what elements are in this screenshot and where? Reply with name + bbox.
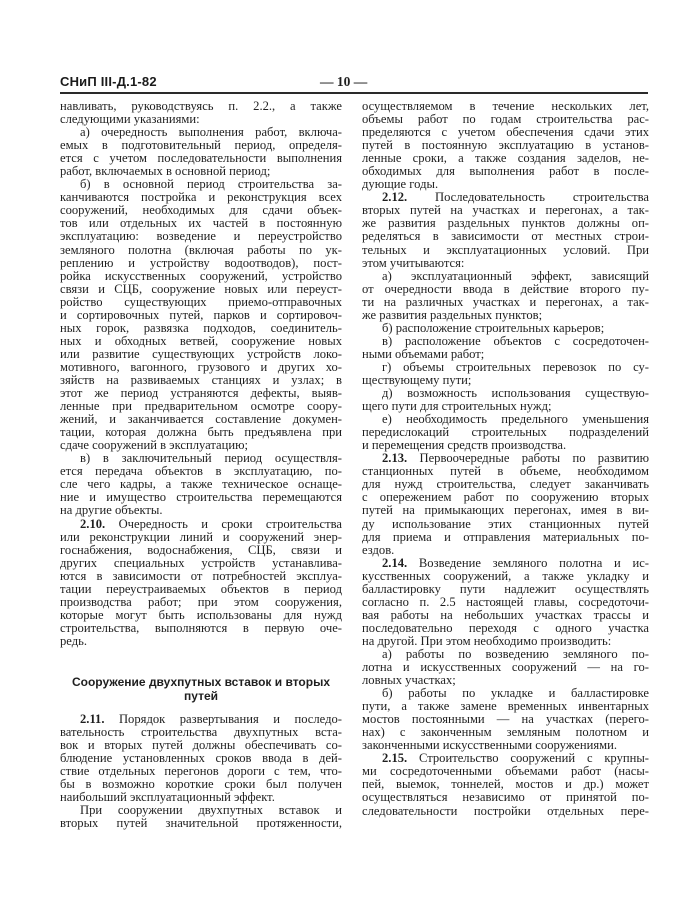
- text-line: канчиваются постройка и реконструкция всех: [60, 190, 342, 205]
- text-line: вая работы на небольших участках трассы и: [362, 607, 649, 622]
- section-heading: Сооружение двухпутных вставок и вторых: [71, 674, 331, 689]
- text-line: ется передача объектов в эксплуатацию, по-: [60, 464, 342, 479]
- text-line: или развитие существующих устройств локо-: [60, 346, 342, 361]
- text-line: ройка искусственных сооружений, устройство: [60, 268, 342, 283]
- section-2-14-first-line: [362, 557, 649, 570]
- text-fragment: Первоочередные работы по развитию: [407, 451, 649, 466]
- text-line: ду использование этих станционных путей: [362, 516, 649, 531]
- text-line: госнабжения, водоснабжения, СЦБ, связи и: [60, 542, 342, 557]
- list-item-a: а) эксплуатационный эффект, зависящий: [382, 268, 649, 283]
- text-line: жений, и заканчивается составление докумен-: [60, 412, 342, 427]
- text-line: производства работ; при этом сооружения,: [60, 594, 342, 609]
- document-code: СНиП III-Д.1-82: [60, 74, 157, 89]
- text-line: для приема и отправления материальных по-: [362, 529, 649, 544]
- text-line: работ, включаемых в основной период;: [60, 164, 271, 179]
- text-line: ловных участках;: [362, 673, 456, 688]
- text-line: сле чего кадры, а также техническое оснаще-: [60, 477, 342, 492]
- section-heading: путей: [184, 688, 218, 703]
- text-line: ленные сроки, а также создания заделов, не-: [362, 151, 649, 166]
- text-line: сдаче сооружений в эксплуатацию;: [60, 438, 249, 453]
- text-line: тации переустраиваемых объектов в период: [60, 581, 342, 596]
- text-line: ными объемами работ;: [362, 346, 485, 361]
- text-line: ных и обходных ветвей, сооружение новых: [60, 333, 342, 348]
- page-header: [60, 74, 648, 94]
- text-line: ленные при предварительном осмотре соору-: [60, 399, 342, 414]
- text-line: строительства, выполняются в первую оче-: [60, 620, 342, 635]
- text-line: других специальных устройств устанавлива-: [60, 555, 342, 570]
- text-line: емых в подготовительный период, определя-: [60, 138, 342, 153]
- text-fragment: Очередность и сроки строительства: [105, 516, 342, 531]
- header-rule: [60, 92, 648, 94]
- left-column: [60, 100, 342, 830]
- text-line: объемы работ по годам строительства рас-: [362, 112, 649, 127]
- text-line: связи и СЦБ, сооружение новых или переуст-: [60, 281, 342, 296]
- text-line: же развития раздельных пунктов должны оп-: [362, 216, 649, 231]
- text-fragment: Строительство сооружений с крупны-: [407, 751, 649, 766]
- section-number: 2.11.: [80, 711, 105, 726]
- text-line: же развития раздельных пунктов;: [362, 307, 543, 322]
- text-line: дующие годы.: [362, 177, 439, 192]
- section-2-10-first-line: [60, 518, 342, 531]
- text-line: редь.: [60, 633, 88, 648]
- text-line: следующими указаниями:: [60, 112, 200, 127]
- text-line: путей в постоянную эксплуатацию в установ-: [362, 138, 649, 153]
- right-column: [362, 100, 649, 818]
- text-line: При сооружении двухпутных вставок и: [80, 803, 342, 818]
- text-line: зяйств на развиваемых станциях и узлах; в: [60, 372, 342, 387]
- text-line: ется с учетом последовательности выполнения: [60, 151, 342, 166]
- section-number: 2.14.: [382, 555, 408, 570]
- list-item-g: г) объемы строительных перевозок по су-: [382, 359, 649, 374]
- text-line: вторых путей значительной протяженности,: [60, 816, 342, 831]
- text-line: ных горок, развязка подходов, соединитель-: [60, 320, 342, 335]
- text-line: от очередности ввода в действие второго пу-: [362, 281, 649, 296]
- text-line: наибольший эксплуатационный эффект.: [60, 790, 275, 805]
- list-item-d: д) возможность использования существую-: [382, 386, 649, 401]
- text-line: на другой. При этом необходимо производить:: [362, 633, 612, 648]
- text-line: мотивного, вагонного, грузового и других хо-: [60, 359, 342, 374]
- text-line: законченными искусственными сооружениями.: [362, 738, 618, 753]
- text-line: мостов постоянными — на участках (перего-: [362, 712, 649, 727]
- text-fragment: Возведение земляного полотна и ис-: [407, 555, 649, 570]
- text-line: земляного полотна (включая работы по ук-: [60, 242, 342, 257]
- text-line: обходимых для выполнения работ в после-: [362, 164, 649, 179]
- list-item-v: в) в заключительный период осуществля-: [80, 451, 342, 466]
- page-number: — 10 —: [320, 74, 368, 89]
- text-line: ределяться в зависимости от местных строи-: [362, 229, 649, 244]
- text-line: блюдение установленных сроков ввода в дей-: [60, 751, 342, 766]
- text-line: которые могут быть использованы для нужд: [60, 607, 342, 622]
- text-line: передислокаций строительных подразделений: [362, 425, 649, 440]
- section-number: 2.15.: [382, 751, 408, 766]
- text-line: ствие отдельных перегонов дороги с тем, что-: [60, 764, 342, 779]
- text-line: этом учитываются:: [362, 255, 465, 270]
- list-item-v: в) расположение объектов с сосредоточен-: [382, 333, 649, 348]
- text-line: вок и вторых путей должны обеспечивать со-: [60, 738, 342, 753]
- text-line: щего пути для строительных нужд;: [362, 399, 552, 414]
- text-line: балластировку пути надлежит осуществлять: [362, 581, 649, 596]
- text-line: тов или отдельных их частей в постоянную: [60, 216, 342, 231]
- text-line: или реконструкции линий и сооружений энер-: [60, 529, 342, 544]
- text-fragment: Последовательность строительства: [407, 190, 649, 205]
- text-line: согласно п. 2.5 настоящей главы, сосредоточи-: [362, 594, 649, 609]
- list-item-a: а) работы по возведению земляного по-: [382, 646, 649, 661]
- list-item-b: б) в основной период строительства за-: [80, 177, 342, 192]
- text-line: осуществляемом в течение нескольких лет,: [362, 99, 649, 113]
- text-line: пей, выемок, тоннелей, мостов и др.) может: [362, 777, 649, 792]
- text-line: и перемещения средств производства.: [362, 438, 567, 453]
- text-line: нах) с законченным земляным полотном и: [362, 725, 649, 740]
- text-line: тельных и эксплуатационных условий. При: [362, 242, 649, 257]
- text-line: эксплуатацию: возведение и переустройство: [60, 229, 342, 244]
- text-line: вательность строительства двухпутных вста-: [60, 725, 342, 740]
- text-line: этот же период устраняются дефекты, выяв-: [60, 386, 342, 401]
- list-item-a: а) очередность выполнения работ, включа-: [80, 125, 342, 140]
- text-line: ние и имущество строительства перемещаются: [60, 490, 342, 505]
- text-line: тации, которая должна быть предъявлена при: [60, 425, 342, 440]
- text-line: навливать, руководствуясь п. 2.2., а также: [60, 99, 342, 113]
- section-number: 2.10.: [80, 516, 106, 531]
- text-line: пределяются с учетом обеспечения сдачи этих: [362, 125, 649, 140]
- text-line: последовательно переходя с одного участка: [362, 620, 649, 635]
- text-line: для нужд строительства, следует заканчивать: [362, 477, 649, 492]
- text-line: ми сосредоточенными объемами работ (насы-: [362, 764, 649, 779]
- text-line: пути, а также замене временных инвентарных: [362, 699, 649, 714]
- text-line: кусственных сооружений, а также укладку и: [362, 568, 649, 583]
- text-line: станционных путей в объеме, необходимом: [362, 464, 649, 479]
- text-line: и сортировочных путей, парков и сортировоч-: [60, 307, 342, 322]
- text-fragment: Порядок развертывания и последо-: [104, 711, 342, 726]
- list-item-e: е) необходимость предельного уменьшения: [382, 412, 649, 427]
- text-line: на другие объекты.: [60, 503, 163, 518]
- text-line: реплению и устройству водоотводов), пост-: [60, 255, 342, 270]
- text-line: следовательности постройки отдельных пере-: [362, 803, 649, 818]
- text-line: лотна и искусственных сооружений — на го-: [362, 660, 649, 675]
- section-number: 2.12.: [382, 190, 408, 205]
- text-line: ройство существующих приемо-отправочных: [60, 294, 342, 309]
- text-line: сооружений, необходимых для сдачи объек-: [60, 203, 342, 218]
- spacer: [60, 648, 342, 675]
- text-line: ти на различных участках и перегонах, а так-: [362, 294, 649, 309]
- text-line: ществующему пути;: [362, 372, 472, 387]
- text-line: бы в возможно короткие сроки был получен: [60, 777, 342, 792]
- section-number: 2.13.: [382, 451, 408, 466]
- text-line: путей на примыкающих перегонах, имея в ви-: [362, 503, 649, 518]
- text-line: вторых путей на участках и перегонах, а так-: [362, 203, 649, 218]
- list-item-b: б) работы по укладке и балластировке: [382, 686, 649, 701]
- list-item-b: б) расположение строительных карьеров;: [382, 320, 605, 335]
- text-line: с опережением работ по сооружению вторых: [362, 490, 649, 505]
- text-line: осуществляться независимо от принятой по-: [362, 790, 649, 805]
- text-line: ездов.: [362, 542, 395, 557]
- text-line: ются в зависимости от потребностей эксплуа-: [60, 568, 342, 583]
